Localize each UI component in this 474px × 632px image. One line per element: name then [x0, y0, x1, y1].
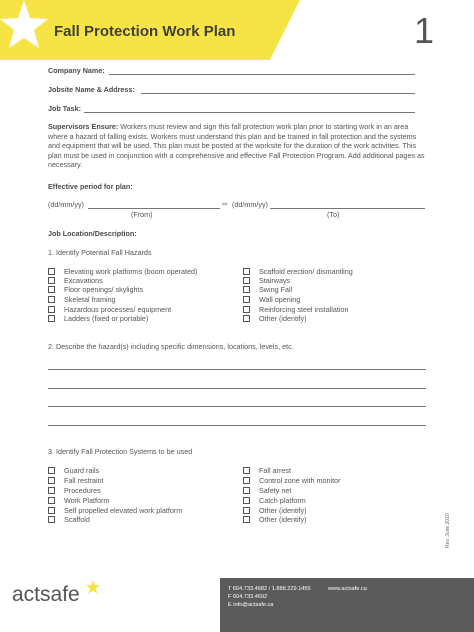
checkbox-label: Scaffold erection/ dismantling	[259, 267, 353, 276]
system-checkbox[interactable]	[48, 496, 109, 505]
system-checkbox[interactable]	[48, 466, 99, 475]
supervisors-paragraph	[48, 122, 426, 170]
hazard-checkbox[interactable]	[48, 305, 171, 314]
to-date-field[interactable]	[270, 208, 425, 209]
logo-text: actsafe	[12, 583, 80, 606]
checkbox-label: Other (identify)	[259, 506, 307, 515]
checkbox[interactable]	[48, 507, 55, 514]
from-caption: (From)	[131, 210, 153, 219]
checkbox[interactable]	[48, 497, 55, 504]
logo-star-icon	[86, 580, 100, 594]
hazard-checkbox[interactable]	[48, 295, 116, 304]
system-checkbox[interactable]	[243, 515, 307, 524]
footer-fax: F 604.733.4692	[228, 594, 268, 600]
checkbox[interactable]	[48, 487, 55, 494]
section-2-title: 2. Describe the hazard(s) including specific dimensions, locations, levels, etc.	[48, 342, 294, 351]
checkbox-label: Work Platform	[64, 496, 110, 505]
date-format-from: (dd/mm/yy)	[48, 200, 84, 209]
checkbox-label: Safety net	[259, 486, 292, 495]
hazard-checkbox[interactable]	[48, 276, 103, 285]
jobsite-label: Jobsite Name & Address:	[48, 85, 135, 94]
checkbox[interactable]	[243, 277, 250, 284]
checkbox[interactable]	[243, 507, 250, 514]
hazard-checkbox[interactable]	[243, 295, 300, 304]
checkbox[interactable]	[48, 516, 55, 523]
footer-email[interactable]: E info@actsafe.ca	[228, 602, 274, 608]
hazard-checkbox[interactable]	[48, 285, 143, 294]
section-1-title: 1. Identify Potential Fall Hazards	[48, 248, 152, 257]
hazard-checkbox[interactable]	[48, 267, 197, 276]
checkbox[interactable]	[48, 296, 55, 303]
system-checkbox[interactable]	[48, 515, 90, 524]
checkbox-label: Wall opening	[259, 295, 301, 304]
hazard-checkbox[interactable]	[243, 305, 349, 314]
hazard-description-line[interactable]	[48, 388, 426, 389]
checkbox-label: Stairways	[259, 276, 291, 285]
hazard-description-line[interactable]	[48, 369, 426, 370]
checkbox[interactable]	[243, 268, 250, 275]
checkbox-label: Ladders (fixed or portable)	[64, 314, 149, 323]
checkbox[interactable]	[48, 268, 55, 275]
checkbox[interactable]	[243, 296, 250, 303]
checkbox[interactable]	[48, 467, 55, 474]
checkbox-label: Other (identify)	[259, 515, 307, 524]
revision-note: Rev. June 2010	[445, 513, 451, 548]
company-name-label: Company Name:	[48, 66, 105, 75]
footer-website[interactable]: www.actsafe.ca	[328, 586, 367, 592]
checkbox[interactable]	[243, 477, 250, 484]
hazard-checkbox[interactable]	[243, 267, 353, 276]
date-format-to: (dd/mm/yy)	[232, 200, 268, 209]
checkbox[interactable]	[48, 286, 55, 293]
system-checkbox[interactable]	[48, 476, 104, 485]
system-checkbox[interactable]	[48, 506, 182, 515]
hazard-checkbox[interactable]	[48, 314, 148, 323]
footer-phone: T 604.733.4682 / 1.888.229.1455	[228, 586, 311, 592]
job-location-label: Job Location/Description:	[48, 229, 137, 238]
checkbox[interactable]	[48, 477, 55, 484]
arrow-icon: ⇨	[222, 199, 229, 208]
checkbox[interactable]	[243, 516, 250, 523]
page-number: 1	[414, 10, 435, 51]
checkbox-label: Other (identify)	[259, 314, 307, 323]
system-checkbox[interactable]	[48, 486, 101, 495]
job-task-field[interactable]	[84, 112, 415, 113]
checkbox[interactable]	[243, 487, 250, 494]
checkbox-label: Fall restraint	[64, 476, 104, 485]
checkbox[interactable]	[48, 306, 55, 313]
actsafe-logo	[12, 583, 80, 607]
checkbox-label: Excavations	[64, 276, 103, 285]
jobsite-field[interactable]	[141, 93, 415, 94]
from-date-field[interactable]	[88, 208, 220, 209]
hazard-checkbox[interactable]	[243, 276, 290, 285]
checkbox-label: Floor openings/ skylights	[64, 285, 144, 294]
system-checkbox[interactable]	[243, 506, 307, 515]
checkbox-label: Skeletal framing	[64, 295, 116, 304]
checkbox-label: Elevating work platforms (boom operated)	[64, 267, 198, 276]
checkbox-label: Swing Fall	[259, 285, 293, 294]
checkbox[interactable]	[243, 306, 250, 313]
checkbox[interactable]	[243, 497, 250, 504]
checkbox-label: Reinforcing steel installation	[259, 305, 349, 314]
checkbox[interactable]	[48, 315, 55, 322]
hazard-checkbox[interactable]	[243, 314, 307, 323]
checkbox-label: Guard rails	[64, 466, 100, 475]
checkbox[interactable]	[243, 286, 250, 293]
checkbox-label: Procedures	[64, 486, 101, 495]
system-checkbox[interactable]	[243, 486, 291, 495]
checkbox-label: Hazardous processes/ equipment	[64, 305, 172, 314]
hazard-checkbox[interactable]	[243, 285, 292, 294]
system-checkbox[interactable]	[243, 476, 341, 485]
checkbox-label: Control zone with monitor	[259, 476, 341, 485]
checkbox-label: Fall arrest	[259, 466, 291, 475]
hazard-description-line[interactable]	[48, 425, 426, 426]
hazard-description-line[interactable]	[48, 406, 426, 407]
to-caption: (To)	[327, 210, 340, 219]
checkbox[interactable]	[243, 315, 250, 322]
supervisors-label: Supervisors Ensure:	[48, 122, 119, 131]
checkbox-label: Catch platform	[259, 496, 306, 505]
section-3-title: 3. Identify Fall Protection Systems to be used	[48, 447, 193, 456]
page-title: Fall Protection Work Plan	[54, 23, 236, 40]
job-task-label: Job Task:	[48, 104, 82, 113]
checkbox-label: Scaffold	[64, 515, 90, 524]
system-checkbox[interactable]	[243, 466, 291, 475]
supervisors-text: Workers must review and sign this fall protection work plan prior to starting work in an area where a hazard of falling exists. Workers must understand this plan and be trained in fall protection and the systems and equipment that will be used. This plan must be posted at the worksite for the duration of the work activities. This plan must be used in conjunction with a comprehensive and effective Fall Protection Program. Add additional pages as necessary.	[48, 122, 425, 170]
checkbox-label: Self propelled elevated work platform	[64, 506, 183, 515]
checkbox[interactable]	[243, 467, 250, 474]
system-checkbox[interactable]	[243, 496, 306, 505]
effective-period-label: Effective period for plan:	[48, 182, 133, 191]
checkbox[interactable]	[48, 277, 55, 284]
company-name-field[interactable]	[109, 74, 415, 75]
